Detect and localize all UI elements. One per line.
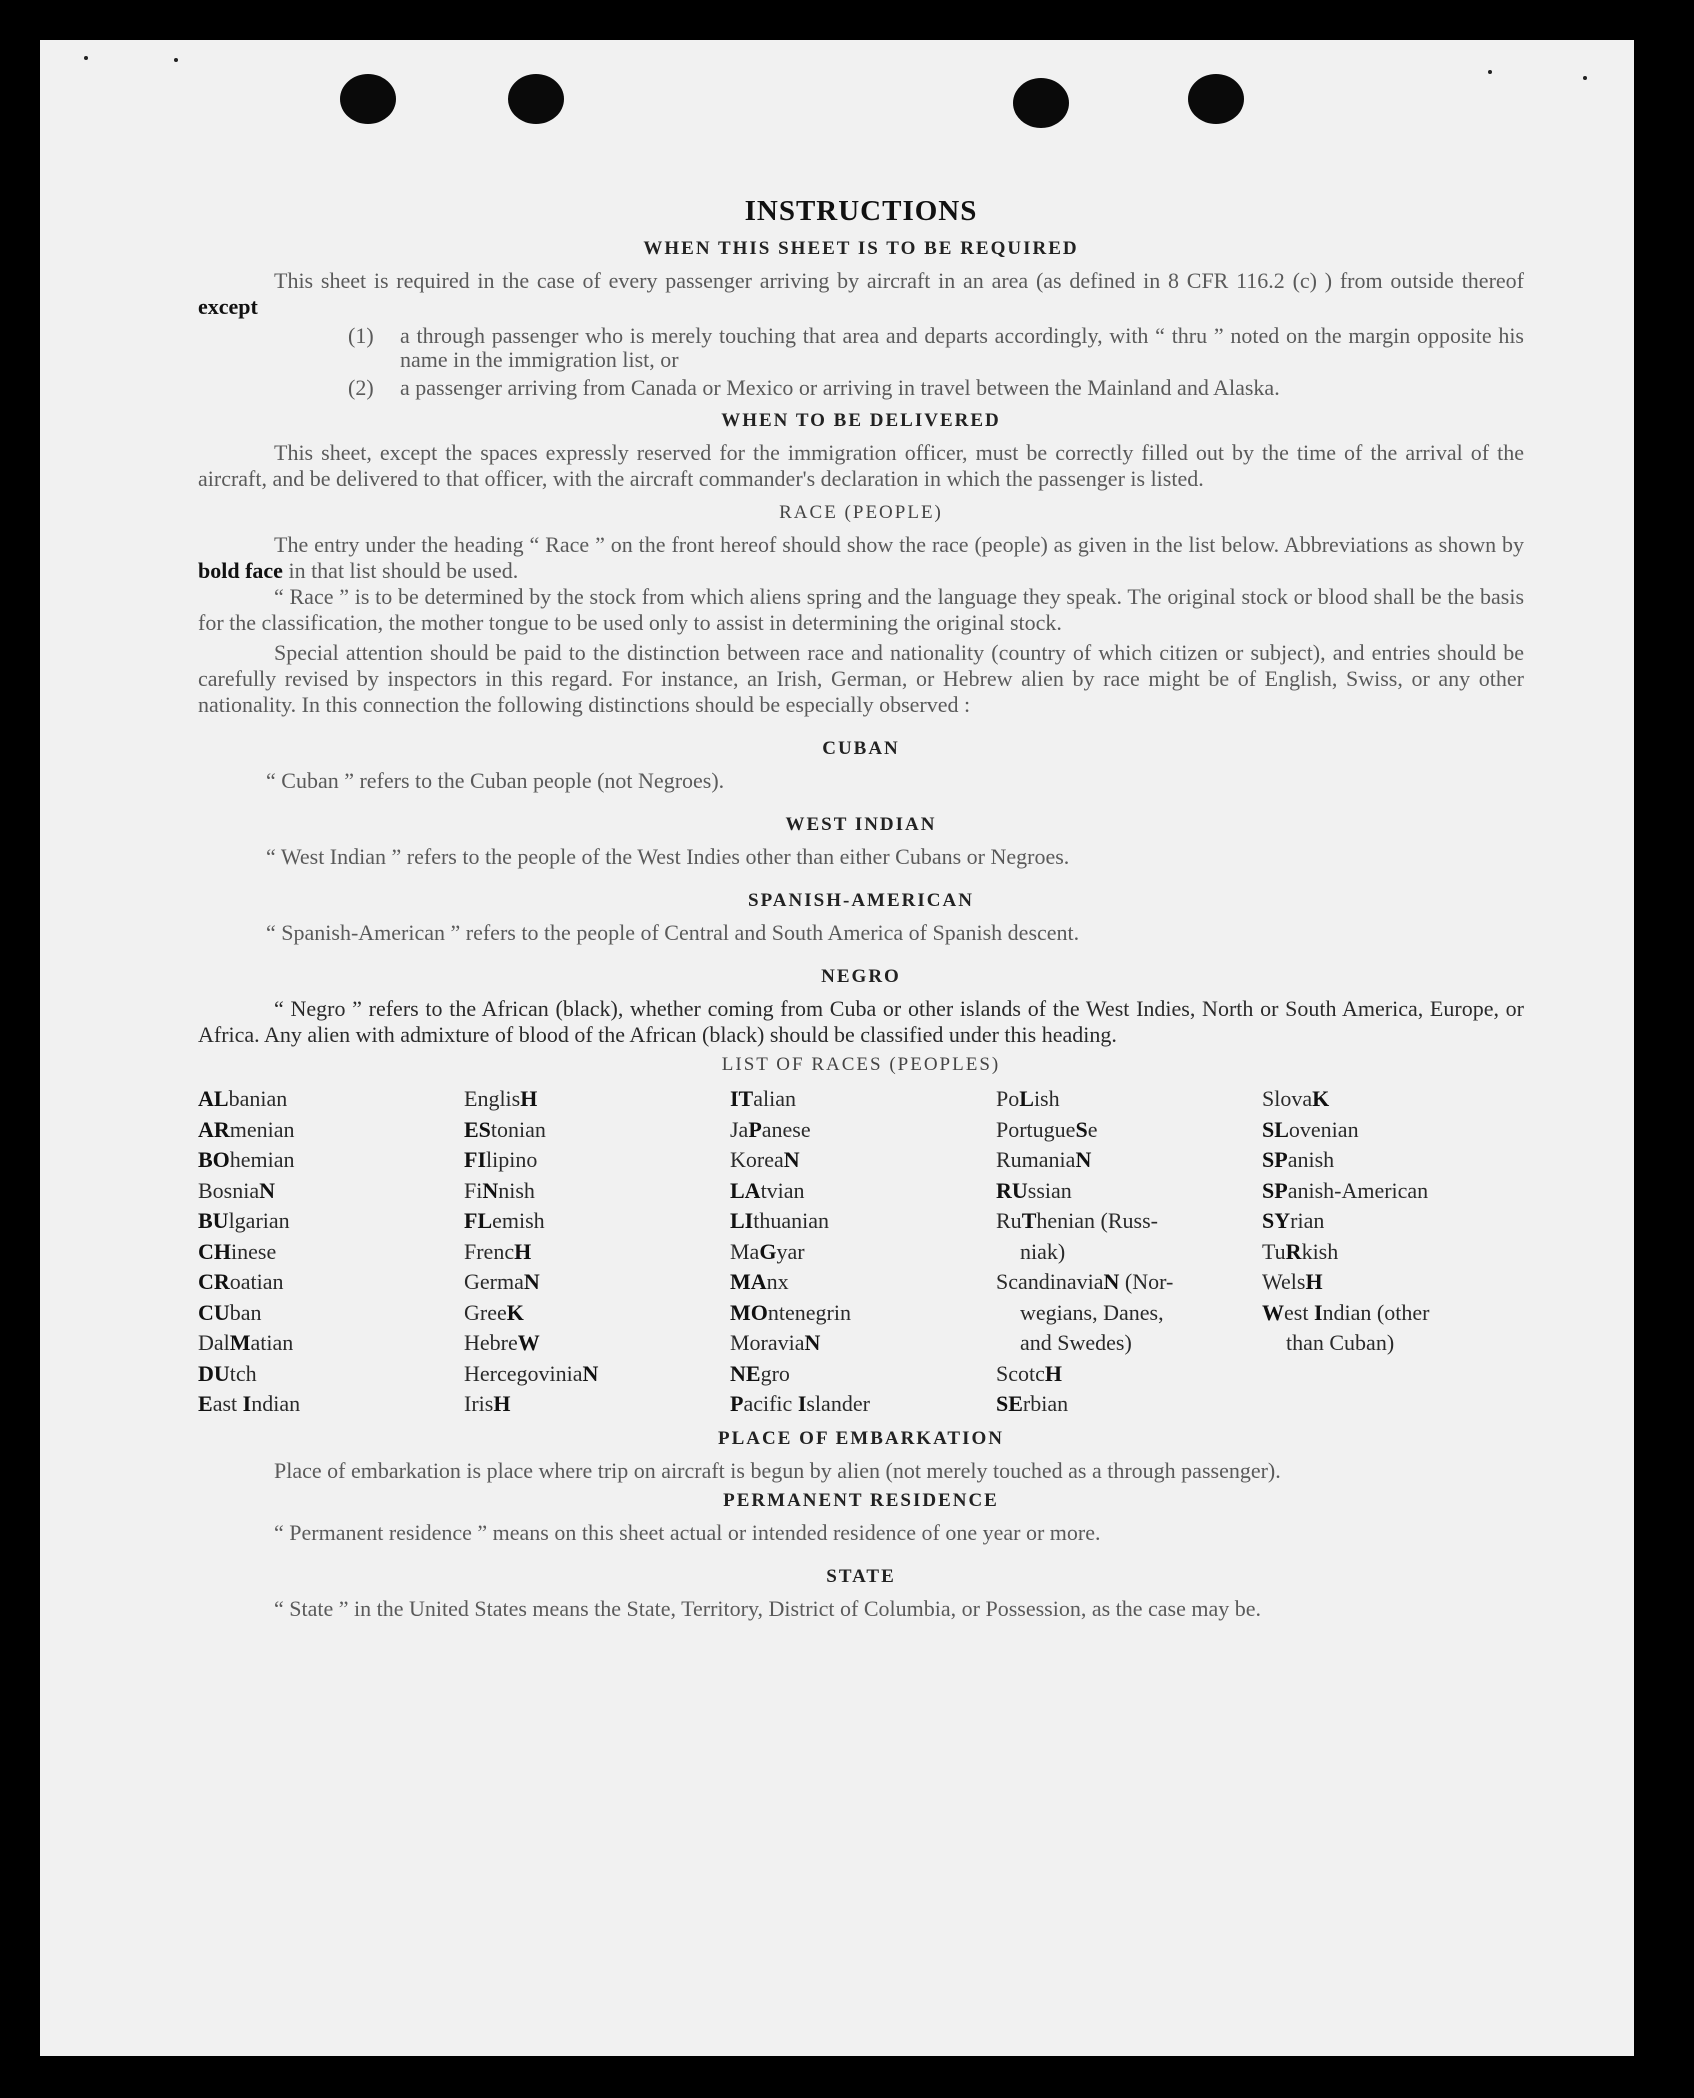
race-entry: ARmenian [198,1116,295,1142]
race-entry: GreeK [464,1299,524,1325]
race-entry: CHinese [198,1238,277,1264]
race-entry: RumaniaN [996,1147,1092,1172]
race-entry: SYrian [1262,1208,1325,1233]
races-column [730,1084,996,1420]
races-column [464,1084,730,1420]
race-entry: HercegoviniaN [464,1360,599,1386]
race-entry: SPanish-American [1262,1177,1429,1203]
race-entry: DalMatian [198,1330,294,1355]
race-entry: GermaN [464,1269,540,1294]
race-entry: MaGyar [730,1238,805,1264]
race-entry: SlovaK [1262,1086,1330,1111]
embarkation-text: Place of embarkation is place where trip on aircraft is begun by alien (not merely touched as a through passenger). [274,1457,1281,1483]
races-column [996,1084,1262,1420]
race-entry: ITalian [730,1086,797,1111]
negro-text: “ Negro ” refers to the African (black), whether coming from Cuba or other islands of the West Indies, North or South America, Europe, or Africa. Any alien with admixture of blood of the African (black) should be classified under this heading. [198,996,1524,1047]
race-entry: than Cuban) [1286,1330,1395,1355]
races-column [198,1084,464,1420]
race-entry: FIlipino [464,1147,538,1172]
document-sheet [40,40,1634,2056]
punch-hole [1013,78,1069,128]
section-heading-delivered: WHEN TO BE DELIVERED [721,410,1001,431]
exception-item: (1) a through passenger who is merely touching that area and departs accordingly, with “ thru ” noted on the margin opposite his name in the immigration list, or [348,323,1524,372]
section-heading-race: RACE (PEOPLE) [779,502,943,523]
race-entry: BOhemian [198,1147,295,1172]
scan-speck [1488,70,1492,74]
section-heading-west-indian: WEST INDIAN [785,814,937,835]
section-heading-when-required: WHEN THIS SHEET IS TO BE REQUIRED [643,238,1079,259]
race-entry: DUtch [198,1360,257,1386]
race-entry: West Indian (other [1262,1299,1430,1325]
race-entry: KoreaN [730,1147,800,1172]
race-entry: CUban [198,1299,262,1325]
race-entry: CRoatian [198,1269,284,1294]
race-entry: JaPanese [730,1116,811,1142]
punch-hole [508,74,564,124]
race-entry: PortugueSe [996,1116,1098,1142]
race-paragraph: The entry under the heading “ Race ” on the front hereof should show the race (people) as given in the list below. Abbreviations as shown by bold face in that list should be used. [198,532,1524,583]
west-indian-text: “ West Indian ” refers to the people of the West Indies other than either Cubans or Negroes. [266,844,1070,869]
race-entry: WelsH [1262,1269,1323,1294]
scan-speck [1583,76,1587,80]
section-heading-races-list: LIST OF RACES (PEOPLES) [721,1054,1001,1075]
race-paragraph: “ Race ” is to be determined by the stock from which aliens spring and the language they speak. The original stock or blood shall be the basis for the classification, the mother tongue to be used only to assist in determining the original stock. [198,584,1524,635]
section-heading-spanish-american: SPANISH-AMERICAN [748,890,974,911]
race-entry: and Swedes) [1020,1330,1132,1355]
race-entry: ScotcH [996,1360,1063,1386]
race-entry: BosniaN [198,1177,276,1203]
scan-speck [174,58,178,62]
delivered-text: This sheet, except the spaces expressly reserved for the immigration officer, must be correctly filled out by the time of the arrival of the aircraft, and be delivered to that officer, with the aircraft commander's declaration in which the passenger is listed. [198,440,1524,491]
race-entry: RUssian [996,1177,1072,1203]
race-entry: East Indian [198,1391,301,1416]
residence-text: “ Permanent residence ” means on this sheet actual or intended residence of one year or more. [274,1519,1101,1545]
punch-hole [340,74,396,124]
section-heading-residence: PERMANENT RESIDENCE [723,1489,999,1511]
race-entry: TuRkish [1262,1238,1339,1264]
race-entry: Pacific Islander [730,1391,870,1416]
race-entry: IrisH [464,1391,511,1416]
state-text: “ State ” in the United States means the State, Territory, District of Columbia, or Possession, as the case may be. [274,1595,1262,1621]
instructions-body [198,160,1524,1622]
race-entry: PoLish [996,1086,1060,1111]
race-entry: SErbian [996,1391,1069,1416]
race-entry: EnglisH [464,1086,538,1111]
race-entry: ScandinaviaN (Nor- [996,1269,1174,1294]
race-entry: niak) [1020,1238,1066,1264]
scan-speck [84,56,88,60]
race-paragraph: Special attention should be paid to the distinction between race and nationality (country of which citizen or subject), and entries should be carefully revised by inspectors in this regard. For instance, an Irish, German, or Hebrew alien by race might be of English, Swiss, or any other nationality. In this connection the following distinctions should be especially observed : [198,640,1524,717]
race-entry: FiNnish [464,1177,535,1203]
race-entry: LAtvian [730,1177,805,1203]
race-entry: SLovenian [1262,1116,1359,1142]
punch-hole [1188,74,1244,124]
race-entry: EStonian [464,1116,546,1142]
races-column [1262,1084,1492,1420]
race-entry: FrencH [464,1238,532,1264]
race-entry: MoraviaN [730,1330,821,1355]
cuban-text: “ Cuban ” refers to the Cuban people (not Negroes). [266,768,725,793]
page-title: INSTRUCTIONS [744,195,978,227]
section-heading-state: STATE [826,1565,896,1587]
race-entry: SPanish [1262,1147,1335,1172]
race-entry: FLemish [464,1208,545,1233]
section-heading-cuban: CUBAN [822,738,900,759]
race-entry: MOntenegrin [730,1299,851,1325]
exception-item: (2) a passenger arriving from Canada or Mexico or arriving in travel between the Mainland and Alaska. [348,375,1280,400]
race-entry: ALbanian [198,1086,288,1111]
race-entry: LIthuanian [730,1208,830,1233]
race-entry: HebreW [464,1330,540,1355]
race-entry: wegians, Danes, [1020,1299,1164,1325]
race-entry: MAnx [730,1269,789,1294]
spanish-american-text: “ Spanish-American ” refers to the people of Central and South America of Spanish descent. [266,920,1080,945]
race-entry: NEgro [730,1360,790,1386]
section-heading-embarkation: PLACE OF EMBARKATION [718,1427,1004,1449]
section-heading-negro: NEGRO [821,966,901,987]
race-entry: RuThenian (Russ- [996,1208,1158,1233]
race-entry: BUlgarian [198,1208,290,1233]
races-list [198,1084,1524,1420]
when-required-intro: This sheet is required in the case of every passenger arriving by aircraft in an area (as defined in 8 CFR 116.2 (c) ) from outside thereof except [198,268,1524,319]
